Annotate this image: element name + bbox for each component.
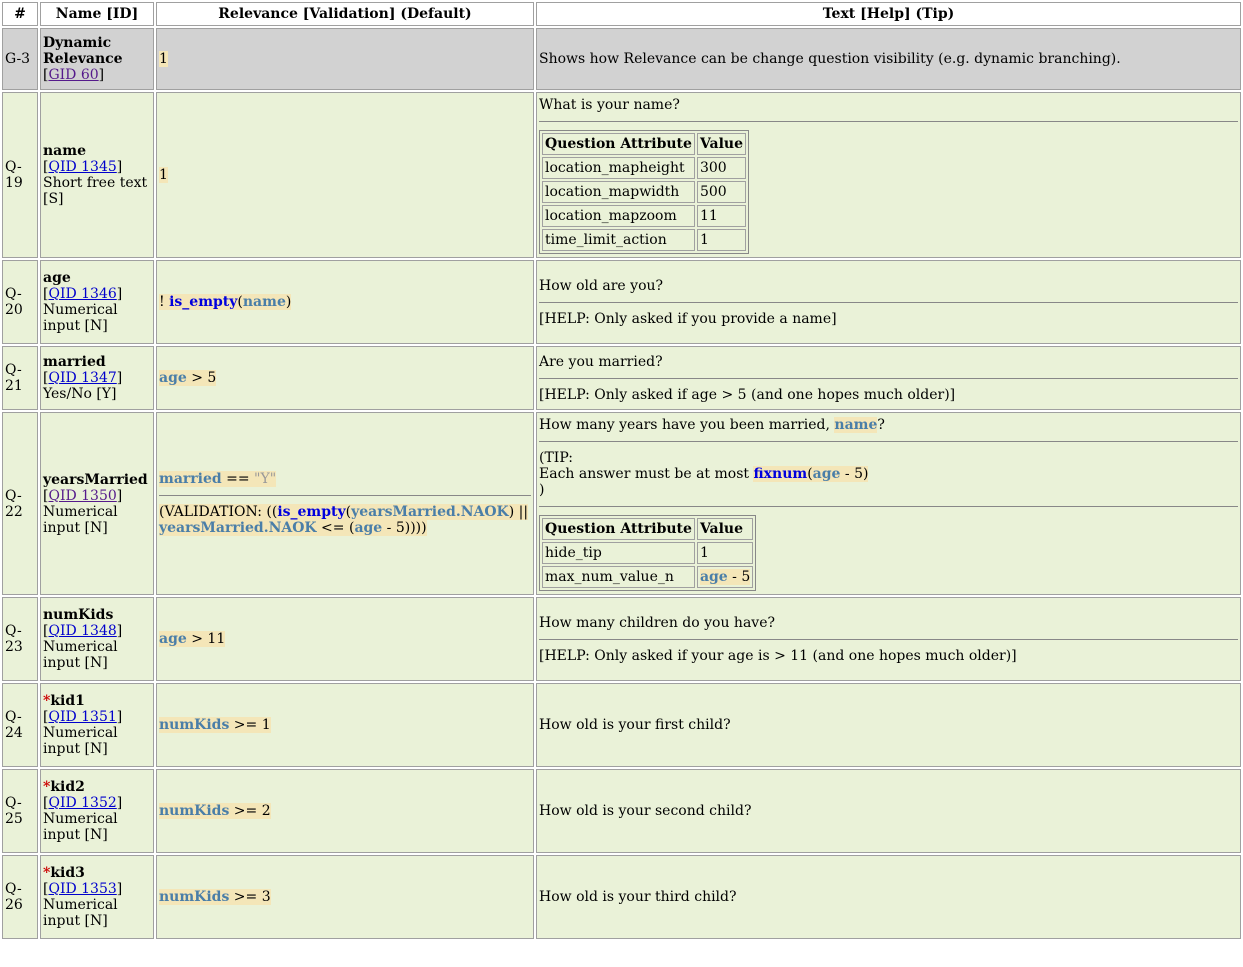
question-text-cell — [536, 92, 1241, 258]
divider — [159, 495, 531, 496]
attr-row: time_limit_action 1 — [542, 229, 746, 251]
col-relevance-header: Relevance [Validation] (Default) — [156, 2, 534, 26]
question-id-link[interactable]: QID 1352 — [48, 795, 117, 811]
question-type: Numerical input [N] — [43, 725, 118, 757]
question-name-cell: yearsMarried [QID 1350] Numerical input [N] — [40, 412, 154, 595]
group-name: Dynamic Relevance — [43, 35, 123, 67]
question-num: Q-25 — [2, 769, 38, 853]
attr-row: max_num_value_n age - 5 — [542, 566, 753, 588]
question-relevance: numKids >= 2 — [156, 769, 534, 853]
header-row — [2, 2, 1241, 26]
question-row-q25 — [2, 769, 1241, 853]
question-text: How many years have you been married, name? — [539, 417, 885, 433]
divider — [539, 441, 1238, 442]
question-name: name — [43, 143, 86, 159]
question-num: Q-24 — [2, 683, 38, 767]
group-text: Shows how Relevance can be change question visibility (e.g. dynamic branching). — [536, 28, 1241, 90]
question-name: yearsMarried — [43, 471, 148, 488]
question-id-link[interactable]: QID 1351 — [48, 709, 117, 725]
question-relevance: age > 5 — [156, 346, 534, 410]
question-num: Q-20 — [2, 260, 38, 344]
question-row-q26 — [2, 855, 1241, 939]
question-num: Q-26 — [2, 855, 38, 939]
question-tip: (TIP: Each answer must be at most fixnum(age - 5) ) — [539, 450, 869, 498]
attr-row: location_mapwidth 500 — [542, 181, 746, 203]
question-type: Yes/No [Y] — [43, 386, 117, 402]
question-text: What is your name? — [539, 97, 680, 113]
mandatory-marker: * — [43, 779, 51, 795]
question-row-q21 — [2, 346, 1241, 410]
col-text-header: Text [Help] (Tip) — [536, 2, 1241, 26]
mandatory-marker: * — [43, 693, 51, 709]
divider — [539, 302, 1238, 303]
question-text: How old are you? — [539, 277, 664, 294]
question-num: Q-22 — [2, 412, 38, 595]
question-type: Numerical input [N] — [43, 503, 118, 536]
question-id-link[interactable]: QID 1350 — [48, 487, 117, 504]
question-relevance: married == "Y" (VALIDATION: ((is_empty(yearsMarried.NAOK) || yearsMarried.NAOK <= (age - 5)))) — [156, 412, 534, 595]
question-name: kid3 — [50, 865, 85, 881]
question-help: [HELP: Only asked if you provide a name] — [539, 310, 837, 327]
attr-row: location_mapzoom 11 — [542, 205, 746, 227]
question-relevance: 1 — [156, 92, 534, 258]
question-type: Numerical input [N] — [43, 897, 118, 929]
divider — [539, 121, 1238, 122]
col-name-header: Name [ID] — [40, 2, 154, 26]
question-id-link[interactable]: QID 1348 — [48, 623, 117, 639]
question-name: kid1 — [50, 693, 85, 709]
question-attributes-table: Question Attribute Value hide_tip 1 max_num_value_n age - 5 — [539, 515, 756, 591]
question-num: Q-19 — [2, 92, 38, 258]
question-type: Numerical input [N] — [43, 639, 118, 671]
question-name-cell: age [QID 1346] Numerical input [N] — [40, 260, 154, 344]
question-name-cell: name [QID 1345] Short free text [S] — [40, 92, 154, 258]
attr-row: hide_tip 1 — [542, 542, 753, 564]
question-row-q19 — [2, 92, 1241, 258]
question-type: Numerical input [N] — [43, 302, 118, 334]
question-name: numKids — [43, 607, 114, 623]
question-id-link[interactable]: QID 1345 — [48, 159, 117, 175]
question-id-link[interactable]: QID 1347 — [48, 370, 117, 386]
question-attributes-table: Question Attribute Value location_mapheight 300 location_mapwidth 500 location_mapzoom 11 time_limit_action 1 — [539, 130, 749, 254]
group-relevance: 1 — [156, 28, 534, 90]
question-help: [HELP: Only asked if age > 5 (and one hopes much older)] — [539, 386, 956, 403]
question-text: How old is your third child? — [536, 855, 1241, 939]
question-name-cell: *kid2 [QID 1352] Numerical input [N] — [40, 769, 154, 853]
question-num: Q-21 — [2, 346, 38, 410]
question-validation: (VALIDATION: ((is_empty(yearsMarried.NAOK) || yearsMarried.NAOK <= (age - 5)))) — [159, 504, 529, 536]
question-name: kid2 — [50, 779, 85, 795]
divider — [539, 506, 1238, 507]
question-type: Short free text [S] — [43, 175, 148, 207]
question-text: How many children do you have? — [539, 614, 775, 631]
question-text-cell — [536, 346, 1241, 410]
question-text: How old is your second child? — [536, 769, 1241, 853]
group-id-link[interactable]: GID 60 — [48, 67, 99, 83]
question-row-q23 — [2, 597, 1241, 681]
group-num: G-3 — [2, 28, 38, 90]
divider — [539, 639, 1238, 640]
question-name-cell: married [QID 1347] Yes/No [Y] — [40, 346, 154, 410]
group-name-cell: Dynamic Relevance [GID 60] — [40, 28, 154, 90]
question-name: married — [43, 354, 106, 370]
question-row-q22 — [2, 412, 1241, 595]
divider — [539, 378, 1238, 379]
question-num: Q-23 — [2, 597, 38, 681]
question-text-cell — [536, 260, 1241, 344]
mandatory-marker: * — [43, 865, 51, 881]
question-name-cell: *kid1 [QID 1351] Numerical input [N] — [40, 683, 154, 767]
question-id-link[interactable]: QID 1346 — [48, 286, 117, 302]
col-num-header: # — [2, 2, 38, 26]
question-name: age — [43, 270, 71, 286]
question-relevance: ! is_empty(name) — [156, 260, 534, 344]
question-row-q24 — [2, 683, 1241, 767]
question-text-cell — [536, 597, 1241, 681]
question-name-cell: *kid3 [QID 1353] Numerical input [N] — [40, 855, 154, 939]
question-id-link[interactable]: QID 1353 — [48, 881, 117, 897]
question-row-q20 — [2, 260, 1241, 344]
question-name-cell: numKids [QID 1348] Numerical input [N] — [40, 597, 154, 681]
question-text: How old is your first child? — [536, 683, 1241, 767]
question-help: [HELP: Only asked if your age is > 11 (and one hopes much older)] — [539, 647, 1017, 664]
question-relevance: numKids >= 1 — [156, 683, 534, 767]
question-text: Are you married? — [539, 353, 663, 370]
question-text-cell — [536, 412, 1241, 595]
question-relevance: age > 11 — [156, 597, 534, 681]
question-type: Numerical input [N] — [43, 811, 118, 843]
question-relevance: numKids >= 3 — [156, 855, 534, 939]
attr-row: location_mapheight 300 — [542, 157, 746, 179]
group-row — [2, 28, 1241, 90]
